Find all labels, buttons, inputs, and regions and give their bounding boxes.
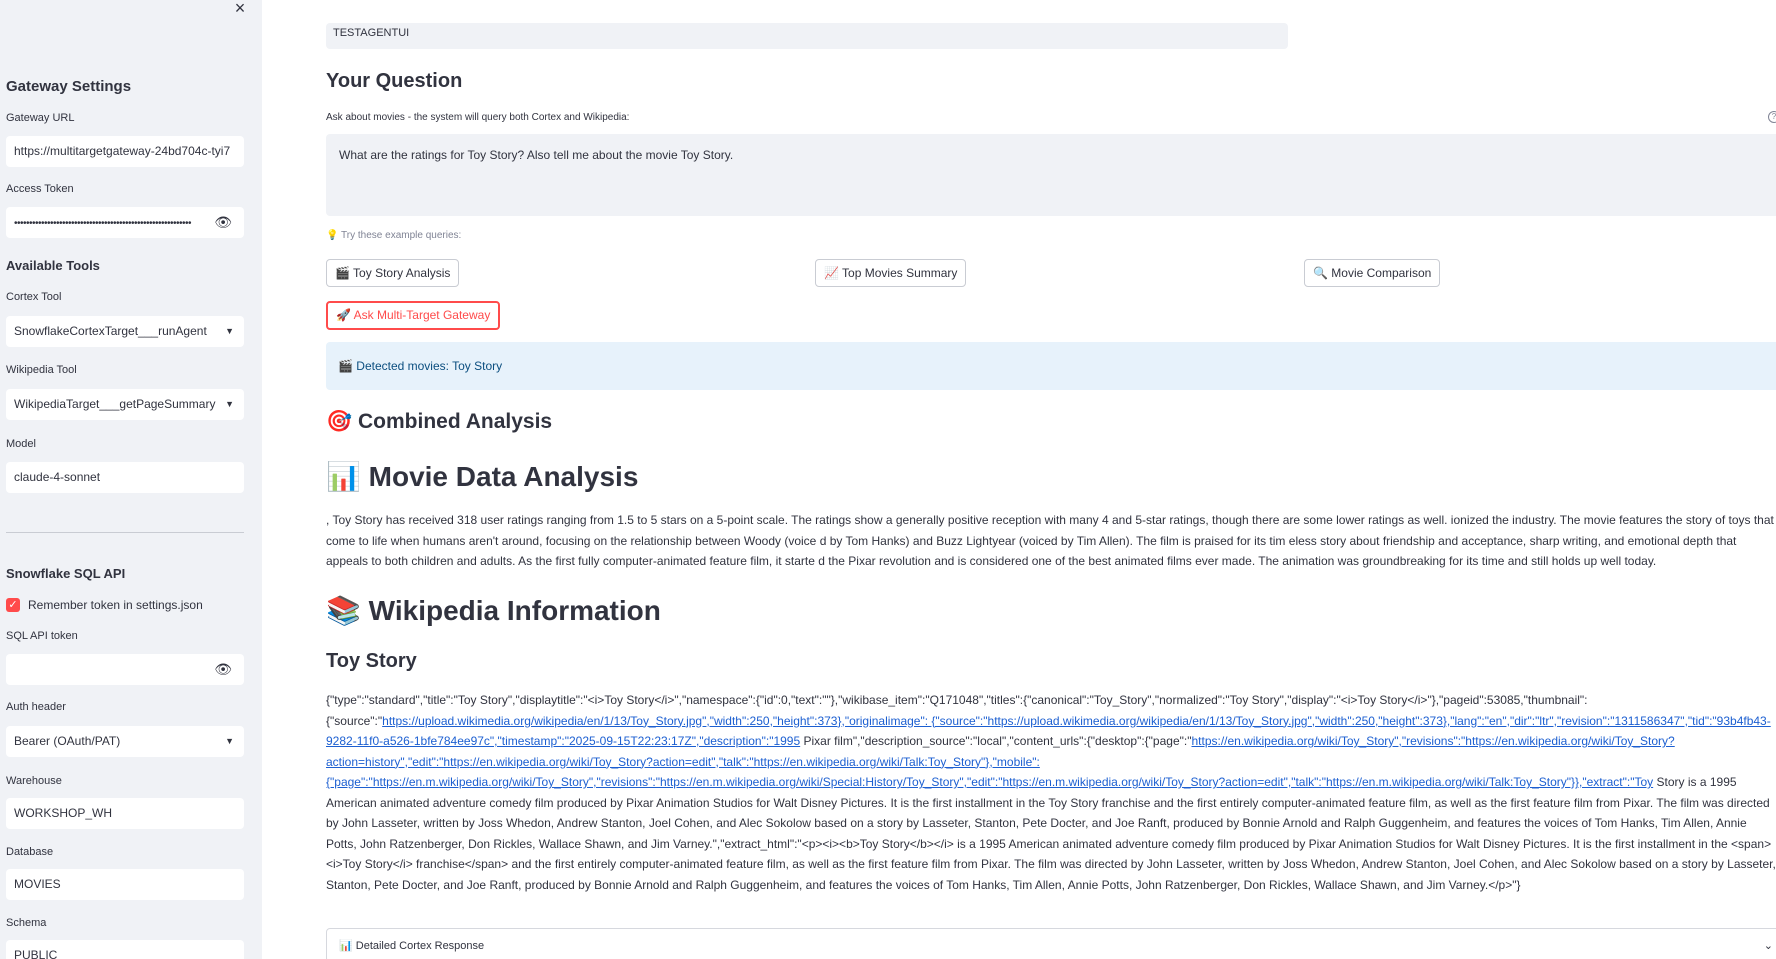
access-token-label: Access Token: [6, 183, 74, 195]
target-icon: 🎯: [326, 410, 353, 433]
gateway-url-input[interactable]: [6, 136, 244, 167]
remember-token-checkbox[interactable]: ✓: [6, 598, 20, 612]
chevron-down-icon: ▼: [225, 399, 234, 409]
help-icon[interactable]: ?: [1768, 111, 1776, 123]
json-link-2[interactable]: https://en.wikipedia.org/wiki/Toy_Story","revisions":"https://en.wikipedia.org/wiki/Toy_Story?action=history","edit":"https://en.wikipedia.org/wiki/Toy_Story?action=edit","talk":"https://en.wikipedia.org/wiki/Talk:Toy_Story"},"mobile":{"page":"https://en.m.wikipedia.org/wiki/Toy_Story","revisions":"https://en.m.wikipedia.org/wiki/Special:History/Toy_Story","edit":"https://en.m.wikipedia.org/wiki/Toy_Story?action=edit","talk":"https://en.m.wikipedia.org/wiki/Talk:Toy_Story"}},"extract":"Toy: [326, 734, 1675, 789]
combined-analysis-heading: [326, 410, 552, 434]
cortex-tool-select[interactable]: [6, 316, 244, 347]
top-movies-summary-button[interactable]: 📈 Top Movies Summary: [815, 259, 966, 287]
sql-api-token-label: SQL API token: [6, 630, 78, 642]
schema-input[interactable]: [6, 940, 244, 959]
eye-icon[interactable]: 👁: [214, 214, 232, 230]
agent-name-value: TESTAGENTUI: [333, 27, 410, 39]
remember-token-label: Remember token in settings.json: [28, 598, 203, 612]
available-tools-title: Available Tools: [6, 258, 100, 273]
wikipedia-tool-select[interactable]: [6, 389, 244, 420]
divider: [6, 532, 244, 533]
schema-label: Schema: [6, 917, 47, 929]
close-icon[interactable]: ×: [234, 0, 246, 18]
database-input[interactable]: [6, 869, 244, 900]
sql-api-token-input[interactable]: [6, 654, 244, 685]
question-value: What are the ratings for Toy Story? Also tell me about the movie Toy Story.: [339, 148, 734, 162]
gateway-url-value: https://multitargetgateway-24bd704c-tyi7: [14, 144, 231, 158]
model-value: claude-4-sonnet: [14, 470, 101, 484]
json-link-1[interactable]: https://upload.wikimedia.org/wikipedia/en/1/13/Toy_Story.jpg","width":250,"height":373},"originalimage": {"source":"https://upload.wikimedia.org/wikipedia/en/1/13/Toy_Story.jpg","width":250,"height":373},"lang":"en","dir":"ltr","revision":"1311586347","tid":"93b4fb43-9282-11f0-a526-1bfe784ee97c","timestamp":"2025-09-15T22:23:17Z","description":"1995: [326, 713, 1771, 748]
detected-movies-alert: [326, 342, 1776, 390]
wikipedia-json: [326, 690, 1776, 895]
json-text-2: Pixar film","description_source":"local","content_urls":{"desktop":{"page":": [800, 734, 1192, 748]
gateway-settings-title: Gateway Settings: [6, 78, 132, 95]
auth-header-label: Auth header: [6, 701, 66, 713]
warehouse-value: WORKSHOP_WH: [14, 806, 113, 820]
model-label: Model: [6, 438, 36, 450]
bar-chart-icon: 📊: [326, 461, 361, 492]
movie-data-text: , Toy Story has received 318 user ratings ranging from 1.5 to 5 stars on a 5-point scale. The ratings show a generally positive reception with many 4 and 5-star ratings, though there are some lower ratings as well. ionized the industry. The movie features the story of toys that come to life when humans aren't around, focusing on the relationship between Woody (voice d by Tom Hanks) and Buzz Lightyear (voiced by Tim Allen). The film is praised for its tim eless story about friendship and acceptance, sharp writing, and emotional depth that appeals to both children and adults. As the first fully computer-animated feature film, it starte d the Pixar revolution and is considered one of the best animated films ever made. The animation was groundbreaking for its time and still holds up well today.: [326, 513, 1774, 568]
database-label: Database: [6, 846, 54, 858]
cortex-tool-value: SnowflakeCortexTarget___runAgent: [14, 324, 207, 338]
chevron-down-icon: ▼: [225, 736, 234, 746]
wikipedia-title: Wikipedia Information: [368, 595, 661, 626]
books-icon: 📚: [326, 595, 361, 626]
eye-icon[interactable]: 👁: [214, 661, 232, 677]
main-content: [262, 0, 1776, 959]
movie-data-title: Movie Data Analysis: [368, 461, 639, 492]
question-heading: Your Question: [326, 70, 463, 92]
json-text-1: {"type":"standard","title":"Toy Story","displaytitle":"<i>Toy Story</i>","namespace":{"id":0,"text":""},"wikibase_item":"Q171048","titles":{"canonical":"Toy_Story","normalized":"Toy Story","display":"<i>Toy Story</i>"},"pageid":53085,"thumbnail": {"source":": [326, 693, 1588, 728]
movie-comparison-button[interactable]: 🔍 Movie Comparison: [1304, 259, 1440, 287]
detected-movies-text: 🎬 Detected movies: Toy Story: [338, 359, 503, 373]
sidebar: [0, 0, 262, 959]
access-token-input[interactable]: [6, 207, 244, 238]
agent-name-field[interactable]: [326, 23, 1288, 49]
warehouse-label: Warehouse: [6, 775, 62, 787]
expander-label: 📊 Detailed Cortex Response: [339, 940, 485, 952]
auth-header-select[interactable]: [6, 726, 244, 757]
cortex-tool-label: Cortex Tool: [6, 291, 62, 303]
question-label: Ask about movies - the system will query both Cortex and Wikipedia:: [326, 112, 630, 123]
json-text-3: Story is a 1995 American animated adventure comedy film produced by Pixar Animation Studios for Walt Disney Pictures. It is the first installment in the Toy Story franchise and the first entirely computer-animated feature film, as well as the first feature film from Pixar. The film was directed by John Lasseter, written by Joss Whedon, Andrew Stanton, Joel Cohen, and Alec Sokolow based on a story by Lasseter, Stanton, Pete Docter, and Joe Ranft, produced by Bonnie Arnold and Ralph Guggenheim, and features the voices of Tom Hanks, Tim Allen, Annie Potts, John Ratzenberger, Don Rickles, Wallace Shawn, and Jim Varney.","extract_html":"<p><i><b>Toy Story</b></i> is a 1995 American animated adventure comedy film produced by Pixar Animation Studios for Walt Disney Pictures. It is the first installment in the <span><i>Toy Story</i> franchise</span> and the first entirely computer-animated feature film, as well as the first feature film from Pixar. The film was directed by John Lasseter, written by Joss Whedon, Andrew Stanton, Joel Cohen, and Alec Sokolow based on a story by Lasseter, Stanton, Pete Docter, and Joe Ranft, produced by Bonnie Arnold and Ralph Guggenheim, and features the voices of Tom Hanks, Tim Allen, Annie Potts, John Ratzenberger, Don Rickles, Wallace Shawn, and Jim Varney.</p>"}: [326, 775, 1776, 892]
gateway-url-label: Gateway URL: [6, 112, 75, 124]
toy-story-analysis-button[interactable]: 🎬 Toy Story Analysis: [326, 259, 459, 287]
database-value: MOVIES: [14, 877, 61, 891]
wikipedia-tool-label: Wikipedia Tool: [6, 364, 77, 376]
examples-hint: 💡 Try these example queries:: [326, 230, 462, 241]
access-token-value: •••••••••••••••••••••••••••••••••••••••••••••••••••••••••••: [14, 218, 192, 229]
schema-value: PUBLIC: [14, 948, 58, 959]
chevron-down-icon: ▼: [225, 326, 234, 336]
toy-story-heading: Toy Story: [326, 650, 417, 672]
movie-data-heading: [326, 460, 638, 493]
wikipedia-heading: [326, 594, 661, 627]
auth-header-value: Bearer (OAuth/PAT): [14, 734, 121, 748]
sql-api-title: Snowflake SQL API: [6, 566, 126, 581]
detailed-cortex-expander[interactable]: [326, 928, 1776, 959]
wikipedia-tool-value: WikipediaTarget___getPageSummary: [14, 397, 216, 411]
model-input[interactable]: [6, 462, 244, 493]
warehouse-input[interactable]: [6, 798, 244, 829]
combined-analysis-title: Combined Analysis: [358, 410, 553, 433]
chevron-down-icon: ⌄: [1763, 940, 1773, 952]
ask-gateway-button[interactable]: 🚀 Ask Multi-Target Gateway: [326, 301, 500, 330]
question-textarea[interactable]: [326, 134, 1776, 216]
